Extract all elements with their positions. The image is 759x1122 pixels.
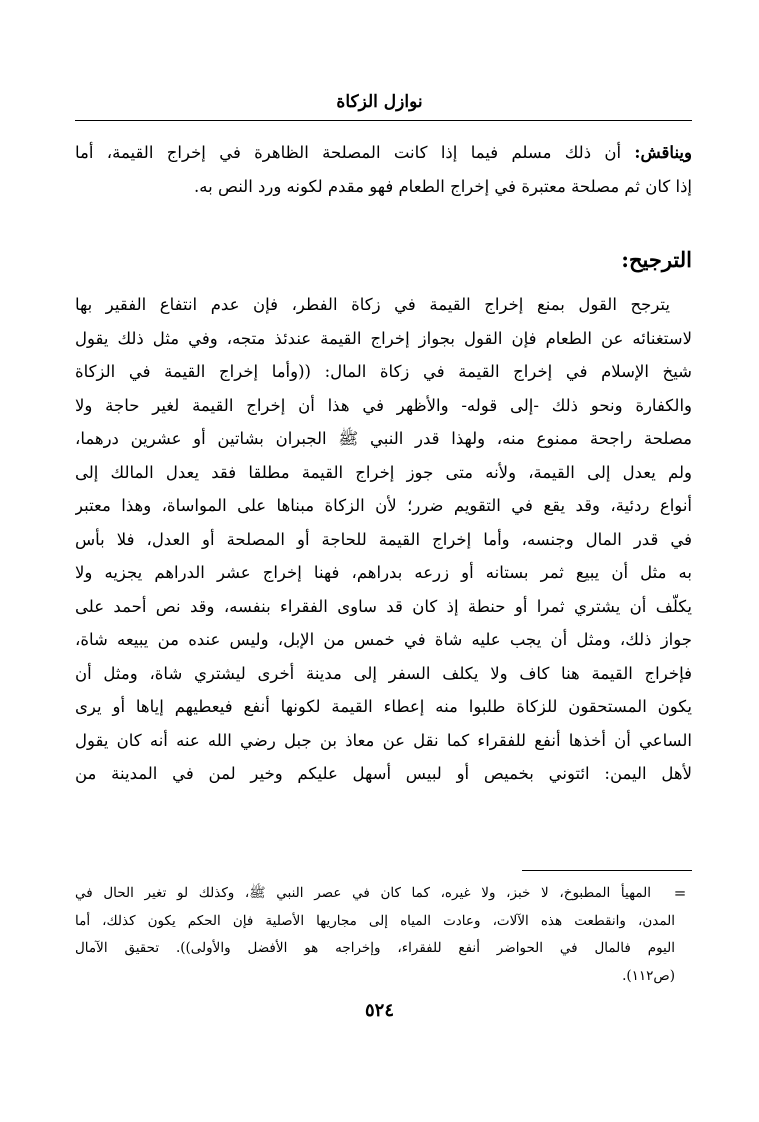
discussion-label: ويناقش: [634, 143, 692, 162]
discussion-text: أن ذلك مسلم فيما إذا كانت المصلحة الظاهرة في إخراج القيمة، أما [75, 143, 635, 162]
body-line: يكلّف أن يشتري ثمرا أو حنطة إذ كان قد ساوى الفقراء بنفسه، وقد نص أحمد على [75, 596, 692, 616]
footnote [75, 880, 675, 990]
page-number: ٥٢٤ [364, 1000, 394, 1021]
body-line: يترجح القول بمنع إخراج القيمة في زكاة الفطر، فإن عدم انتفاع الفقير بها [75, 295, 670, 314]
body-line: فإخراج القيمة هنا كاف ولا يكلف السفر إلى مدينة أخرى ليشتري شاة، ومثل أن [75, 663, 692, 683]
body-line: شيخ الإسلام في إخراج القيمة في زكاة المال: ((وأما إخراج القيمة في الزكاة [75, 362, 692, 381]
header-divider [75, 120, 692, 121]
body-line: والكفارة ونحو ذلك -إلى قوله- والأظهر في هذا أن إخراج القيمة لغير حاجة ولا [75, 395, 692, 415]
body-paragraph [75, 288, 692, 791]
footnote-continuation-marker: = [673, 884, 687, 902]
body-line: لاستغنائه عن الطعام فإن القول بجواز إخراج القيمة عندئذ متجه، وفي مثل ذلك يقول [75, 328, 692, 348]
footnote-line: (ص١١٢). [622, 967, 675, 984]
footnote-line: المهيأ المطبوخ، لا خبز، ولا غيره، كما كان في عصر النبي ﷺ، وكذلك لو تغير الحال في [75, 885, 651, 901]
footnote-divider [522, 870, 692, 871]
body-line: جواز ذلك، ومثل أن يجب عليه شاة في خمس من الإبل، وليس عنده من يبيعه شاة، [75, 630, 692, 649]
body-line: يكون المستحقون للزكاة طلبوا منه إعطاء القيمة لكونها أنفع فيعطيهم إياها أو يرى [75, 697, 692, 716]
footnote-line: المدن، وانقطعت هذه الآلات، وعادت المياه إلى مجاريها الأصلية فإن الحكم يكون كذلك، أما [75, 912, 675, 929]
discussion-line-1 [75, 136, 692, 170]
section-heading: الترجيح: [621, 247, 692, 272]
body-line: به مثل أن يبيع ثمر بستانه أو زرعه بدراهم، فهنا إخراج عشر الدراهم يجزيه ولا [75, 563, 692, 582]
body-line: الساعي أن أخذها أنفع للفقراء كما نقل عن معاذ بن جبل رضي الله عنه أنه كان يقول [75, 730, 692, 750]
footnote-line: اليوم فالمال في الحواضر أنفع للفقراء، وإخراجه هو الأفضل والأولى)). تحقيق الآمال [75, 940, 675, 956]
body-line: مصلحة راجحة ممنوع منه، ولهذا قدر النبي ﷺ الجبران بشاتين أو عشرين درهما، [75, 429, 692, 448]
body-line: ولم يعدل إلى القيمة، ولأنه متى جوز إخراج القيمة مطلقا فقد يعدل المالك إلى [75, 462, 692, 482]
body-line: أنواع ردئية، وقد يقع في التقويم ضرر؛ لأن الزكاة مبناها على المواساة، وهذا معتبر [75, 496, 692, 515]
discussion-line-2: إذا كان ثم مصلحة معتبرة في إخراج الطعام فهو مقدم لكونه ورد النص به. [194, 176, 692, 196]
running-header-title: نوازل الزكاة [336, 92, 423, 112]
discussion-paragraph [75, 136, 692, 203]
body-line: في قدر المال وجنسه، وأما إخراج القيمة للحاجة أو المصلحة أو العدل، فلا بأس [75, 529, 692, 549]
body-line: لأهل اليمن: ائتوني بخميص أو لبيس أسهل عليكم وخير لمن في المدينة من [75, 764, 692, 783]
